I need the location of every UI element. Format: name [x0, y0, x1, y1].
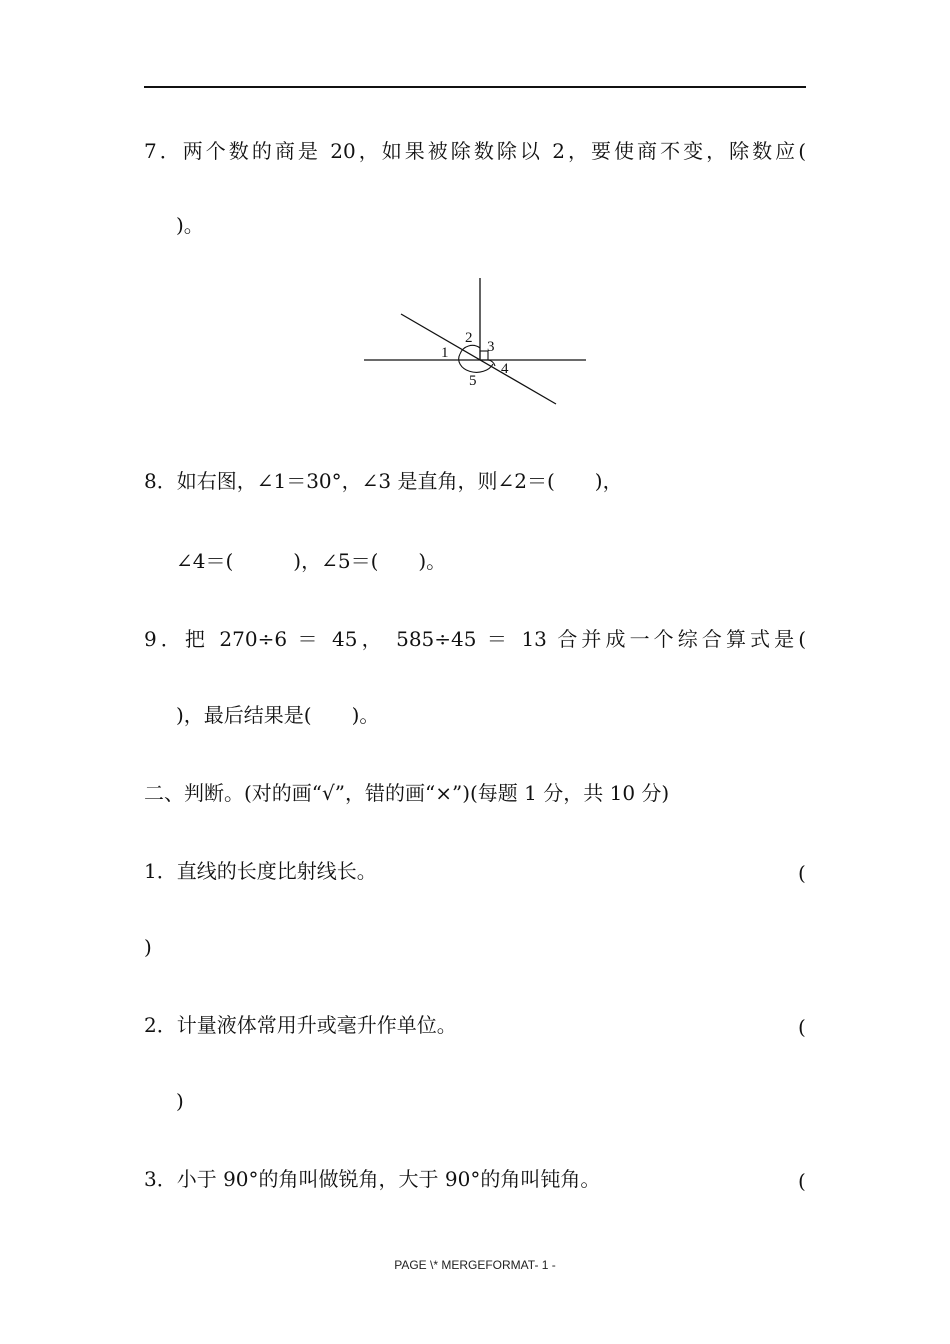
angle-label-3: 3: [487, 339, 495, 355]
angle-arc: [460, 345, 480, 354]
header-rule: [144, 86, 806, 88]
slanted-line: [401, 314, 556, 404]
angle-label-4: 4: [501, 361, 509, 377]
question-9-line-2: )，最后结果是( )。: [176, 703, 380, 727]
question-8-line-1: 8．如右图，∠1＝30°，∠3 是直角，则∠2＝( )，: [144, 469, 623, 493]
angle-label-5: 5: [469, 373, 477, 389]
question-8-line-2: ∠4＝( )，∠5＝( )。: [176, 549, 447, 573]
angle-figure: [360, 272, 590, 412]
judge-item-2-text: 2．计量液体常用升或毫升作单位。: [144, 1013, 457, 1037]
judge-item-1-open-paren: (: [798, 861, 806, 885]
judge-item-2-open-paren: (: [798, 1015, 806, 1039]
judge-item-1-close-paren: ): [144, 935, 152, 959]
section-2-heading: 二、判断。(对的画“√”，错的画“×”)(每题 1 分，共 10 分): [144, 781, 670, 805]
angle-label-1: 1: [441, 345, 449, 361]
judge-item-1-text: 1．直线的长度比射线长。: [144, 859, 377, 883]
judge-item-2-close-paren: ): [176, 1089, 184, 1113]
judge-item-3-text: 3．小于 90°的角叫做锐角，大于 90°的角叫钝角。: [144, 1167, 601, 1191]
question-7-line-1: 7．两个数的商是 20，如果被除数除以 2，要使商不变，除数应(: [144, 139, 806, 163]
question-7-line-2: )。: [176, 213, 204, 237]
judge-item-3-open-paren: (: [798, 1169, 806, 1193]
page-footer: PAGE \* MERGEFORMAT- 1 -: [394, 1258, 556, 1272]
question-9-line-1: 9．把 270÷6 ＝ 45， 585÷45 ＝ 13 合并成一个综合算式是(: [144, 627, 806, 651]
angle-label-2: 2: [465, 330, 473, 346]
